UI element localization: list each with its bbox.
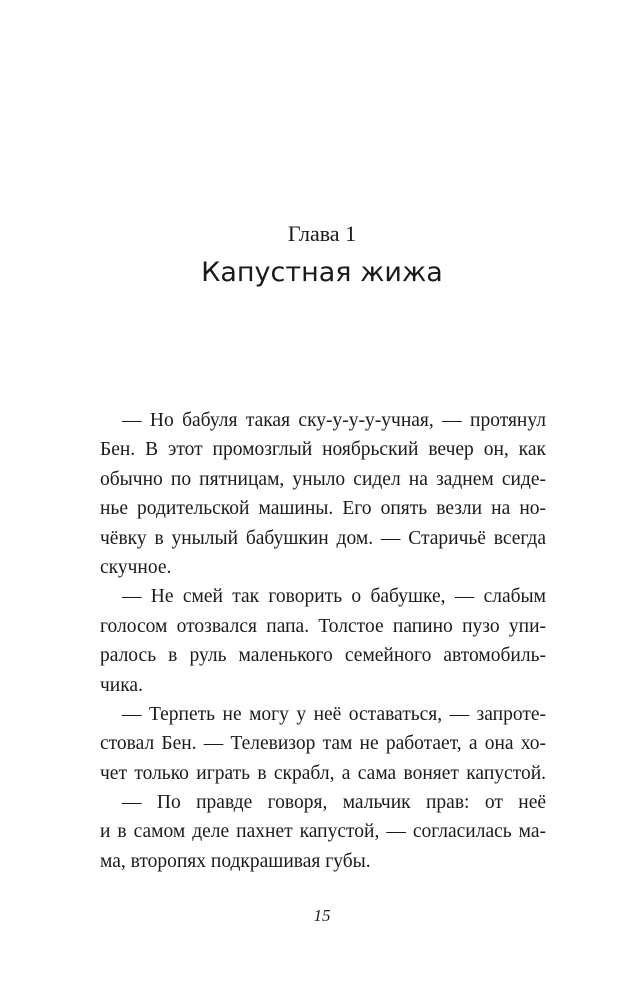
text-line: ралось в руль маленького семейного автомобиль- — [100, 645, 546, 667]
text-line: чет только играть в скрабл, а сама воняет капустой. — [100, 762, 546, 784]
chapter-title: Капустная жижа — [201, 257, 443, 288]
text-line: чёвку в унылый бабушкин дом. — Старичьё всегда — [100, 527, 546, 549]
paragraph — [100, 582, 546, 700]
text-line: голосом отозвался папа. Толстое папино пузо упи- — [100, 615, 546, 637]
text-line: стовал Бен. — Телевизор там не работает, а она хо- — [100, 733, 546, 755]
text-line: ма, второпях подкрашивая губы. — [100, 850, 371, 872]
text-line: Бен. В этот промозглый ноябрьский вечер он, как — [100, 439, 546, 461]
paragraph — [100, 406, 546, 582]
text-line: — По правде говоря, мальчик прав: от неё — [122, 792, 546, 814]
text-line: нье родительской машины. Его опять везли на но- — [100, 498, 546, 520]
text-line: чика. — [100, 674, 143, 696]
text-line: и в самом деле пахнет капустой, — согласилась ма- — [100, 821, 546, 843]
text-line: — Но бабуля такая ску-у-у-у-учная, — протянул — [122, 410, 546, 431]
text-line: обычно по пятницам, уныло сидел на заднем сиде- — [100, 468, 546, 490]
paragraph — [100, 700, 546, 788]
page-number: 15 — [313, 906, 331, 925]
paragraph — [100, 788, 546, 876]
text-line: скучное. — [100, 556, 172, 578]
chapter-number: Глава 1 — [287, 221, 357, 246]
text-line: — Не смей так говорить о бабушке, — слабым — [122, 586, 546, 608]
text-line: — Терпеть не могу у неё оставаться, — запроте- — [122, 703, 546, 725]
chapter-body — [100, 406, 546, 876]
